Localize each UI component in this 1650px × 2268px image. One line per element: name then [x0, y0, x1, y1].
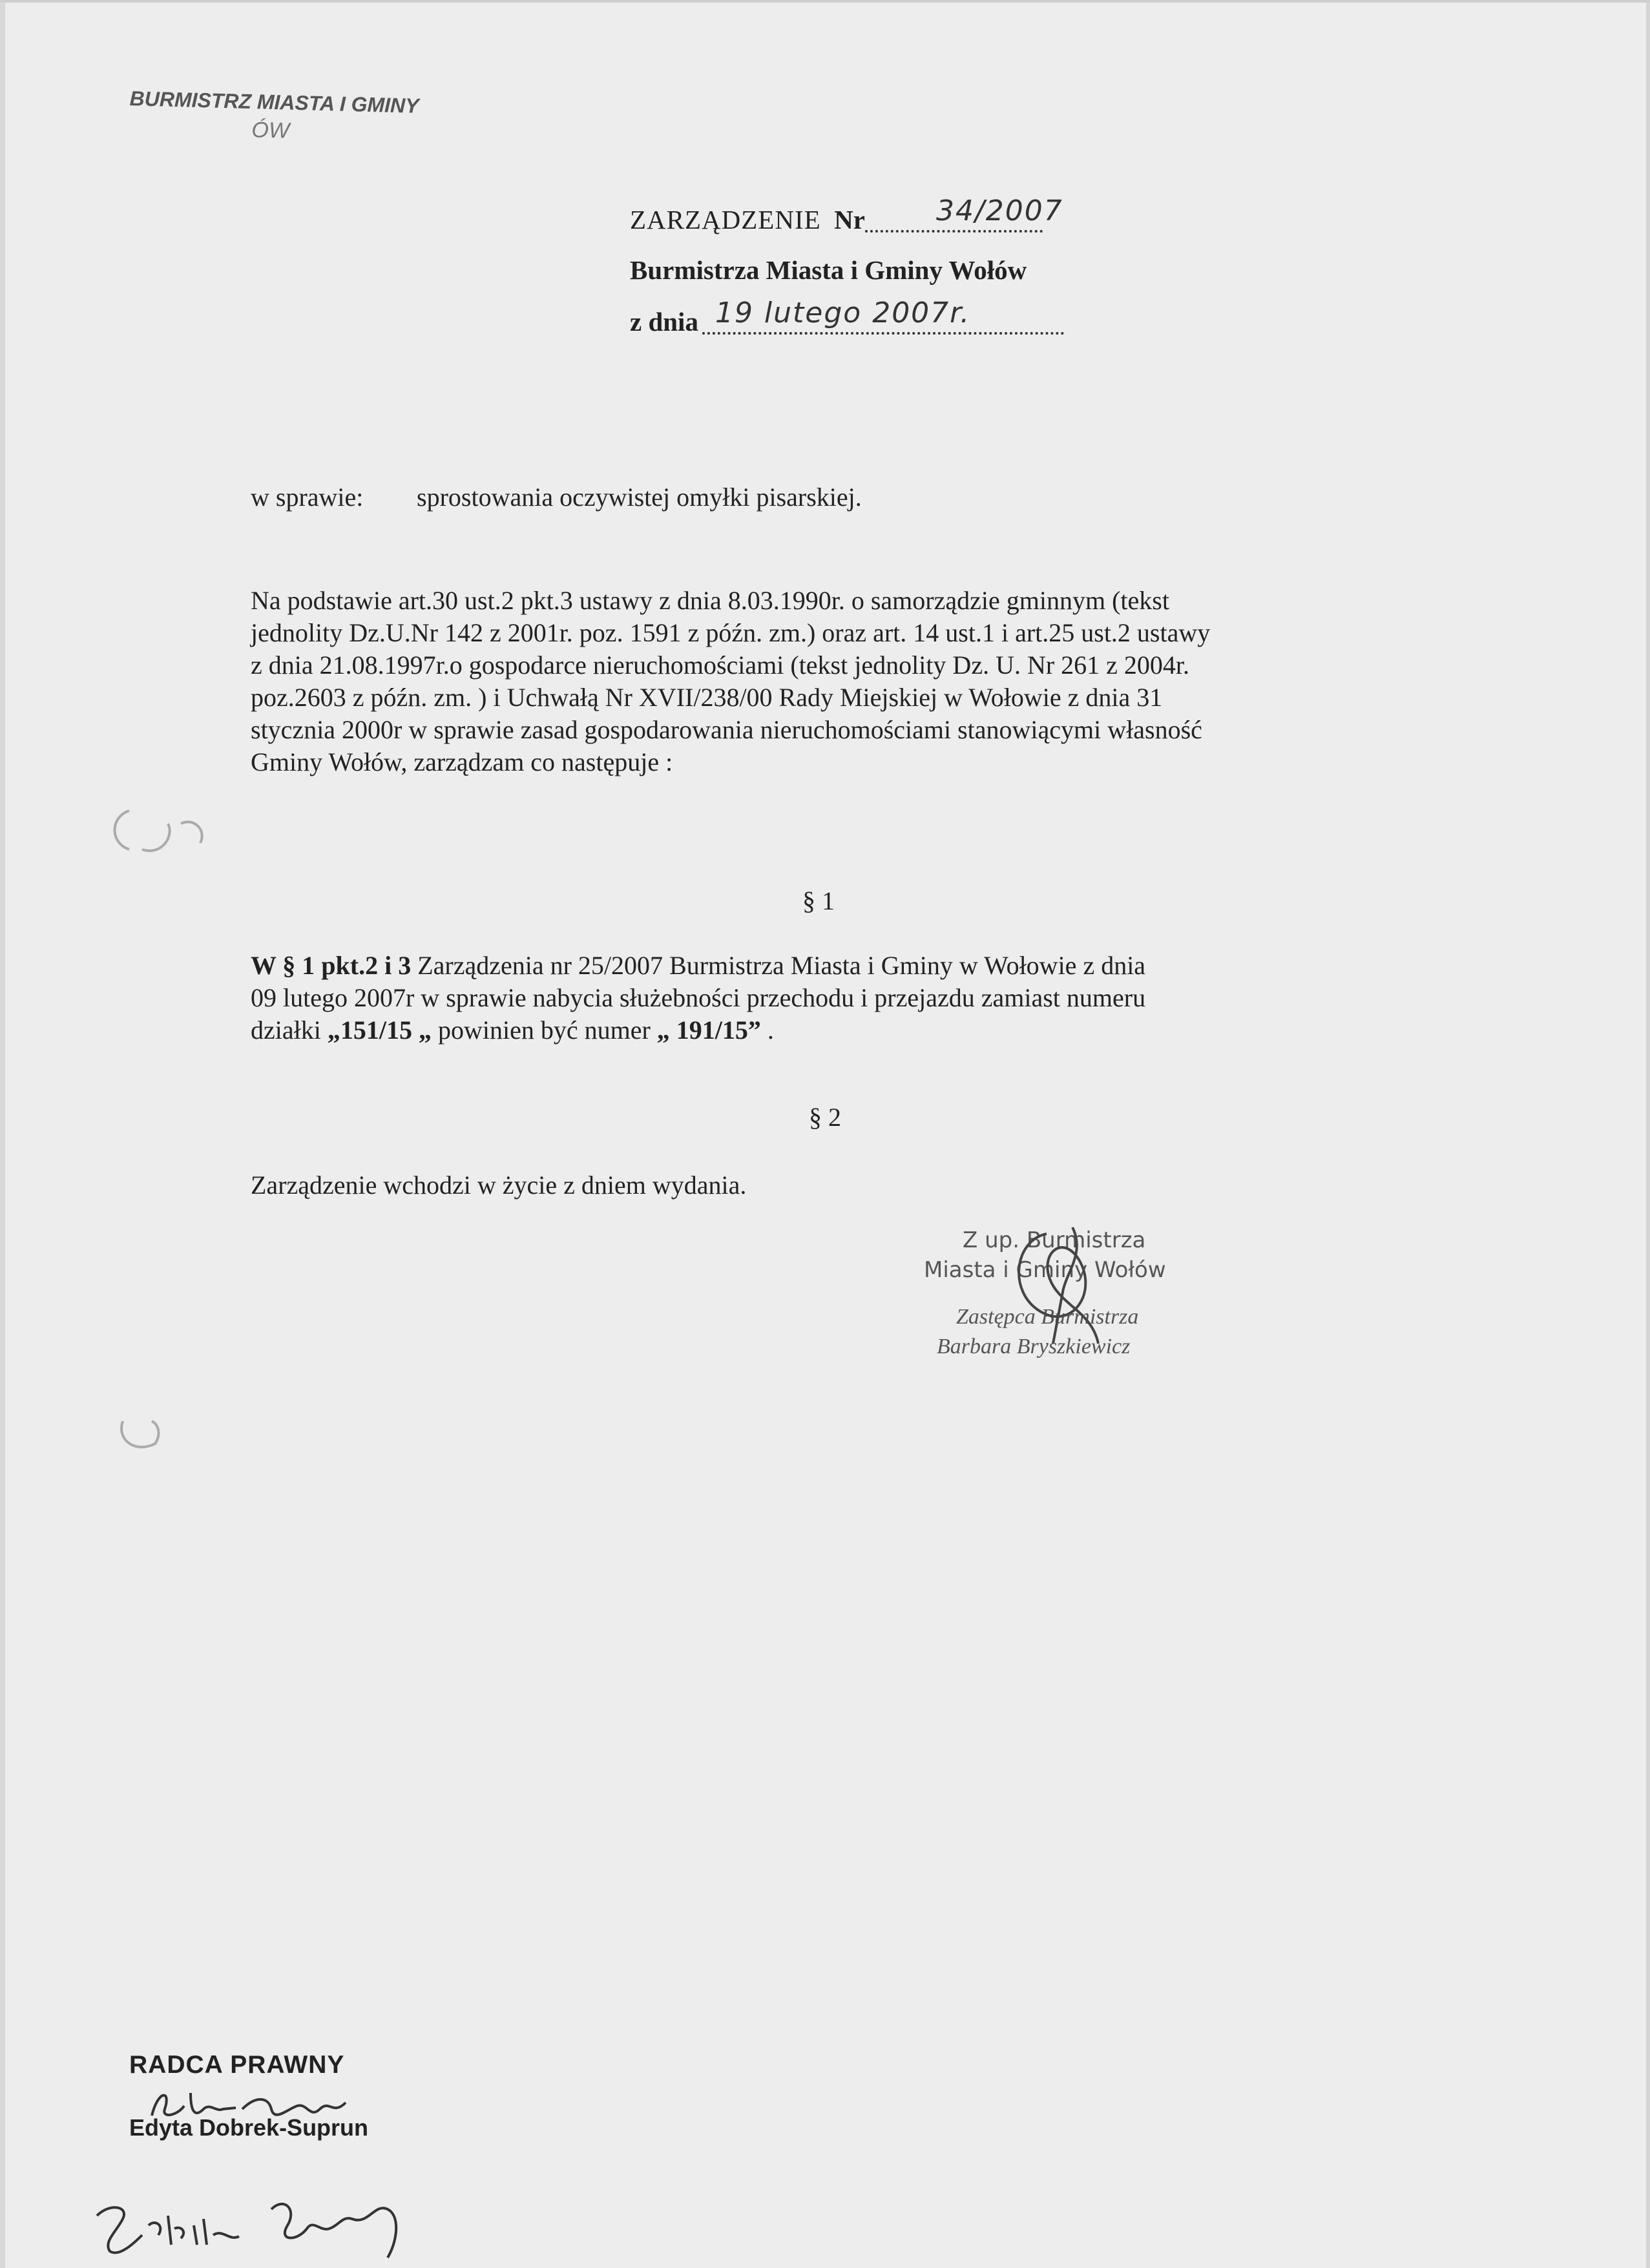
- date-value: 19 lutego 2007r.: [715, 297, 971, 329]
- basis-line: poz.2603 z późn. zm. ) i Uchwałą Nr XVII/238/00 Rady Miejskiej w Wołowie z dnia 31: [251, 683, 1163, 712]
- subject-text: sprostowania oczywistej omyłki pisarskiej.: [417, 483, 862, 512]
- legal-counsel-name: Edyta Dobrek-Suprun: [129, 2114, 369, 2141]
- section1-lead: W § 1 pkt.2 i 3: [251, 951, 412, 980]
- legal-basis: [251, 585, 1478, 778]
- header-stamp-line2: ÓW: [251, 118, 290, 143]
- header-stamp: [129, 87, 419, 147]
- section1-line1-rest: Zarządzenia nr 25/2007 Burmistrza Miasta i Gminy w Wołowie z dnia: [411, 951, 1146, 980]
- stamp-line2: Miasta i Gminy Wołów: [924, 1257, 1166, 1283]
- punch-hole-mark: [103, 798, 213, 862]
- section1-line1: [251, 950, 1145, 982]
- legal-counsel-signature: [145, 2083, 391, 2128]
- nr-value: 34/2007: [935, 194, 1063, 227]
- date-label: z dnia: [630, 307, 698, 337]
- basis-line: Gminy Wołów, zarządzam co następuje :: [251, 747, 673, 776]
- title-line: [630, 194, 1064, 236]
- section1-line3-pre: działki: [251, 1015, 328, 1045]
- basis-line: jednolity Dz.U.Nr 142 z 2001r. poz. 1591 z późn. zm.) oraz art. 14 ust.1 i art.25 ust.2 ustawy: [251, 618, 1211, 647]
- handwritten-signature-mark: [1001, 1214, 1124, 1350]
- section1-line2: 09 lutego 2007r w sprawie nabycia służebności przechodu i przejazdu zamiast numeru: [251, 983, 1146, 1012]
- section1-body: [251, 950, 1145, 1046]
- legal-counsel-title: RADCA PRAWNY: [129, 2051, 345, 2079]
- issuer-line: Burmistrza Miasta i Gminy Wołów: [630, 255, 1027, 285]
- date-field: [702, 297, 1064, 335]
- nr-label: Nr: [834, 205, 865, 234]
- signature-stamp: [917, 1214, 1279, 1369]
- title-block: [630, 194, 1064, 338]
- section2-sign: § 2: [809, 1103, 841, 1132]
- section1-sign: § 1: [802, 886, 835, 915]
- section2-text: Zarządzenie wchodzi w życie z dniem wydania.: [251, 1170, 747, 1200]
- document-title: ZARZĄDZENIE: [630, 205, 821, 234]
- section1-line3: [251, 1014, 1145, 1046]
- stamp-line1: Z up. Burmistrza: [963, 1227, 1146, 1253]
- scan-edge-top: [0, 0, 1650, 3]
- subject-label: w sprawie:: [251, 483, 364, 512]
- nr-field: [865, 194, 1063, 233]
- scan-edge-left: [0, 0, 5, 2268]
- date-line: [630, 297, 1064, 338]
- stamp-line4: Barbara Bryszkiewicz: [937, 1335, 1131, 1358]
- stamp-line3: Zastępca Burmistrza: [956, 1305, 1139, 1329]
- old-plot-number: „151/15 „: [327, 1015, 432, 1045]
- section1-line3-mid: powinien być numer: [431, 1015, 657, 1045]
- scan-edge-right: [1646, 0, 1650, 2268]
- basis-line: stycznia 2000r w sprawie zasad gospodarowania nieruchomościami stanowiącymi własność: [251, 715, 1202, 744]
- punch-hole-mark: [110, 1408, 168, 1460]
- new-plot-number: „ 191/15”: [656, 1015, 768, 1045]
- section1-line3-end: .: [767, 1015, 774, 1045]
- basis-line: Na podstawie art.30 ust.2 pkt.3 ustawy z dnia 8.03.1990r. o samorządzie gminnym (tekst: [251, 586, 1169, 615]
- basis-line: z dnia 21.08.1997r.o gospodarce nieruchomościami (tekst jednolity Dz. U. Nr 261 z 2004r.: [251, 650, 1190, 680]
- header-stamp-line1: BURMISTRZ MIASTA I GMINY: [129, 87, 419, 118]
- handwritten-note: [84, 2190, 407, 2261]
